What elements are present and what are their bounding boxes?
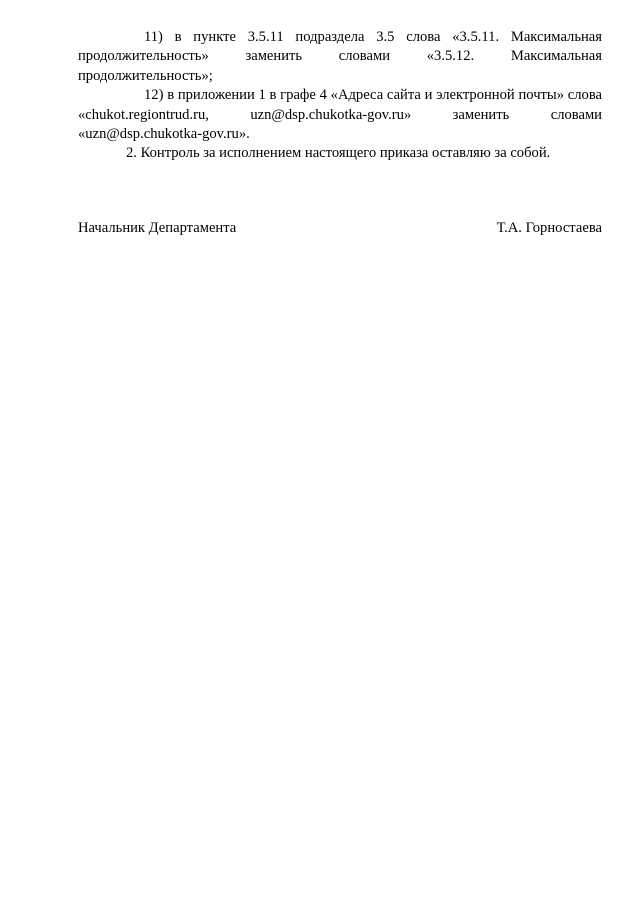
paragraph-control-clause: 2. Контроль за исполнением настоящего приказа оставляю за собой. <box>126 145 551 162</box>
signatory-name: Т.А. Горностаева <box>496 220 602 236</box>
document-body <box>78 28 602 164</box>
signatory-position: Начальник Департамента <box>78 220 237 236</box>
paragraph-item-12: 12) в приложении 1 в графе 4 «Адреса сайта и электронной почты» слова «chukot.regiontrud.ru, uzn@dsp.chukotka-gov.ru» заменить словами «uzn@dsp.chukotka-gov.ru». <box>78 87 602 143</box>
signature-block <box>78 219 602 238</box>
paragraph-item-11: 11) в пункте 3.5.11 подраздела 3.5 слова «3.5.11. Максимальная продолжительность» заменить словами «3.5.12. Максимальная продолжительность»; <box>78 29 602 84</box>
